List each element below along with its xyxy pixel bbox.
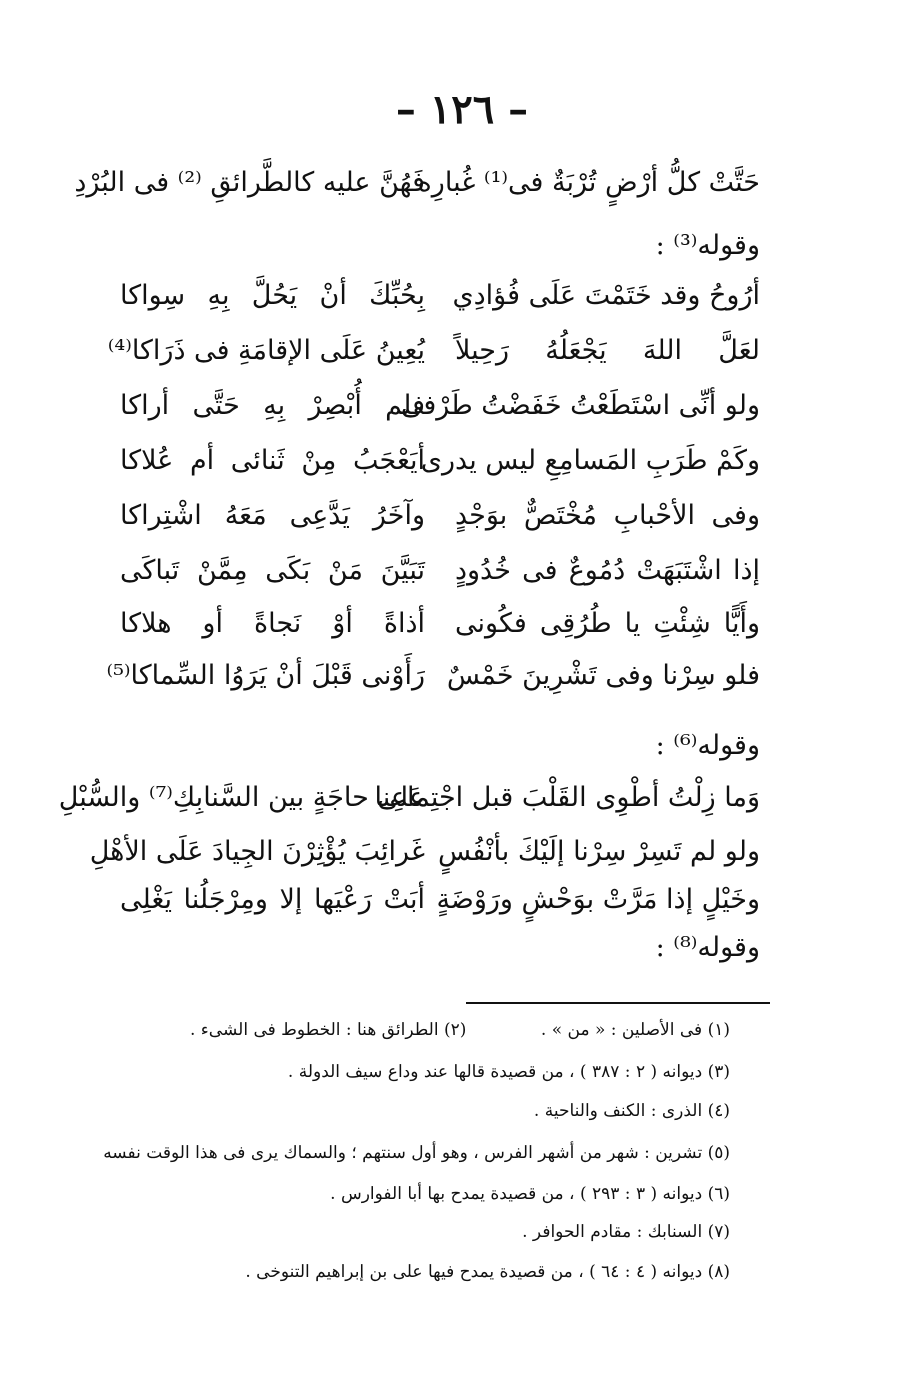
footnote-4: (٤) الذرى : الكنف والناحية . bbox=[533, 1101, 730, 1121]
footnote-7: (٧) السنابك : مقادم الحوافر . bbox=[522, 1222, 730, 1242]
footnote-5: (٥) تشرين : شهر من أشهر الفرس ، وهو أول سنتهم ؛ والسماك يرى فى هذا الوقت نفسه bbox=[103, 1143, 730, 1163]
verse-first-hemistich: وكَمْ طَرَبِ المَسامِعِ ليس يدرى bbox=[420, 445, 760, 476]
verse-first-hemistich: إذا اشْتَبَهَتْ دُمُوعٌ فى خُدُودٍ bbox=[455, 555, 760, 586]
verse-first-hemistich: فلو سِرْنا وفى تَشْرِينَ خَمْسٌ bbox=[446, 660, 760, 691]
poem-intro: وقوله⁽³⁾ : bbox=[655, 230, 760, 261]
verse-second-hemistich: بِحُبِّكَ أنْ يَحُلَّ بِهِ سِواكا bbox=[120, 280, 425, 311]
verse-line bbox=[106, 656, 760, 696]
verse-first-hemistich: وَما زِلْتُ أطْوِى القَلْبَ قبل اجْتِماعِنا bbox=[374, 782, 760, 813]
verse-line bbox=[120, 496, 760, 536]
poem-intro: وقوله⁽⁶⁾ : bbox=[655, 730, 760, 761]
verse-line bbox=[120, 604, 760, 644]
verse-second-hemistich: أيَعْجَبُ مِنْ ثَنائى أم عُلاكا bbox=[120, 445, 425, 476]
verse-first-hemistich: وأَيًّا شِئْتِ يا طُرُقِى فكُونى bbox=[455, 608, 760, 639]
verse-line bbox=[107, 331, 760, 371]
verse-second-hemistich: فلم أُبْصِرْ بِهِ حَتَّى أراكا bbox=[120, 390, 425, 421]
verse-line bbox=[89, 832, 760, 872]
verse-second-hemistich: يُعِينُ عَلَى الإقامَةِ فى ذَرَاكا⁽⁴⁾ bbox=[107, 335, 425, 366]
verse-second-hemistich: أبَتْ رَعْيَها إلا ومِرْجَلُنا يَغْلِى bbox=[120, 884, 425, 915]
verse-first-hemistich: أرُوحُ وقد خَتَمْتَ عَلَى فُؤادِي bbox=[452, 280, 760, 311]
page-number: – ١٢٦ – bbox=[395, 86, 529, 133]
footnote-divider bbox=[466, 1002, 770, 1004]
verse-line bbox=[58, 778, 760, 818]
verse-second-hemistich: عَلى حاجَةٍ بين السَّنابِكِ⁽⁷⁾ والسُّبْلِ bbox=[58, 782, 425, 813]
verse-line bbox=[120, 880, 760, 920]
verse-first-hemistich: لعَلَّ اللهَ يَجْعَلُهُ رَحِيلاً bbox=[455, 335, 760, 366]
footnote-2: (٢) الطرائق هنا : الخطوط فى الشىء . bbox=[190, 1020, 467, 1040]
verse-first-hemistich: ولو لم تَسِرْ سِرْنا إلَيْكَ بأنْفُسٍ bbox=[437, 836, 760, 867]
verse-line bbox=[120, 386, 760, 426]
footnote-1: (١) فى الأصلين : « من » . bbox=[540, 1020, 730, 1040]
footnote-3: (٣) ديوانه ( ٢ : ٣٨٧ ) ، من قصيدة قالها عند وداع سيف الدولة . bbox=[287, 1062, 730, 1082]
verse-first-hemistich: حَتَّتْ كلُّ أرْضٍ تُرْبَةٌ فى⁽¹⁾ غُبارِه bbox=[417, 167, 760, 198]
poem-intro: وقوله⁽⁸⁾ : bbox=[655, 932, 760, 963]
verse-first-hemistich: وفى الأحْبابِ مُخْتَصٌّ بوَجْدٍ bbox=[455, 500, 760, 531]
verse-second-hemistich: تَبَيَّنَ مَنْ بَكَى مِمَّنْ تَباكَى bbox=[120, 555, 425, 586]
verse-second-hemistich: رَأَوْنى قَبْلَ أنْ يَرَوُا السِّماكا⁽⁵⁾ bbox=[106, 660, 425, 691]
verse-line bbox=[120, 441, 760, 481]
verse-line bbox=[74, 163, 760, 203]
footnote-6: (٦) ديوانه ( ٣ : ٢٩٣ ) ، من قصيدة يمدح بها أبا الفوارس . bbox=[330, 1184, 730, 1204]
verse-line bbox=[120, 551, 760, 591]
verse-first-hemistich: ولو أنِّى اسْتَطَعْتُ خَفَضْتُ طَرْفى bbox=[400, 390, 760, 421]
verse-second-hemistich: وآخَرُ يَدَّعِى مَعَهُ اشْتِراكا bbox=[120, 500, 425, 531]
verse-first-hemistich: وخَيْلٍ إذا مَرَّتْ بوَحْشٍ ورَوْضَةٍ bbox=[436, 884, 760, 915]
verse-line bbox=[120, 276, 760, 316]
verse-second-hemistich: فَهُنَّ عليه كالطَّرائقِ ⁽²⁾ فى البُرْدِ bbox=[74, 167, 425, 198]
footnote-8: (٨) ديوانه ( ٤ : ٦٤ ) ، من قصيدة يمدح فيها على بن إبراهيم التنوخى . bbox=[245, 1262, 730, 1282]
verse-second-hemistich: أذاةً أوْ نَجاةً أو هلاكا bbox=[120, 608, 425, 639]
verse-second-hemistich: غَرائِبَ يُؤْثِرْنَ الجِيادَ عَلَى الأهْلِ bbox=[89, 836, 425, 867]
